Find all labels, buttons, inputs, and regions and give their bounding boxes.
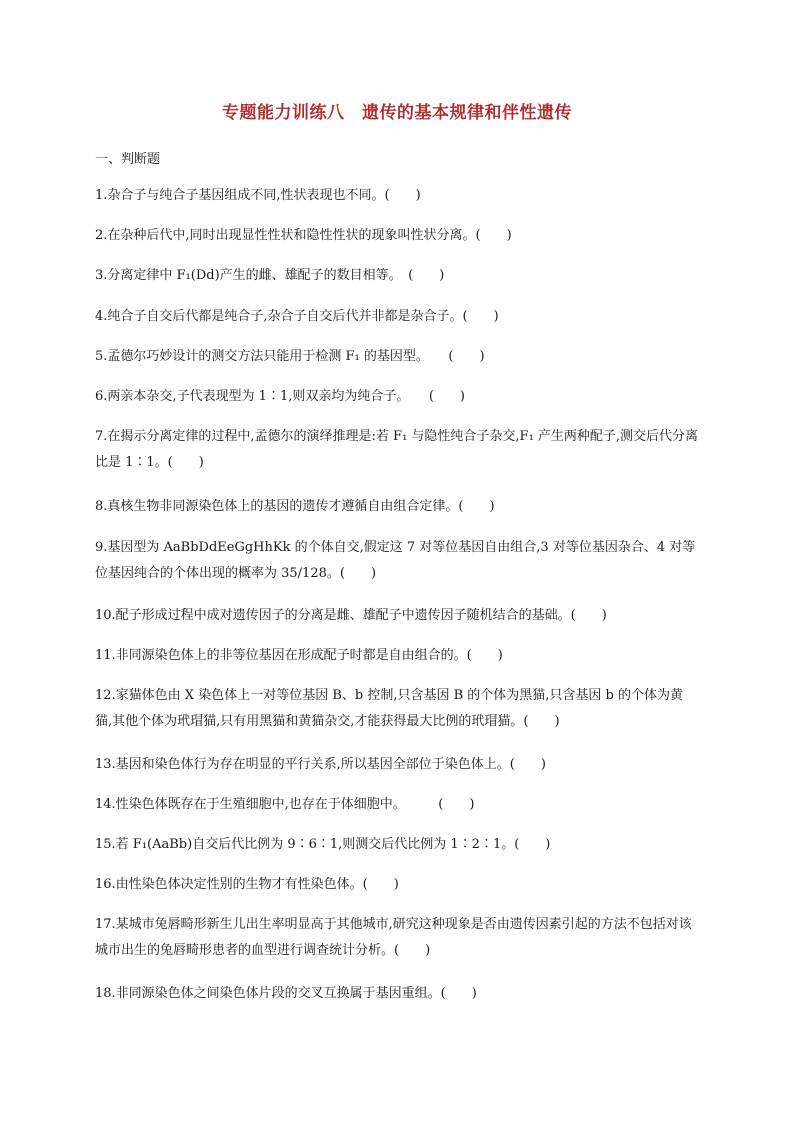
question-8: 8.真核生物非同源染色体上的基因的遗传才遵循自由组合定律。( ) — [95, 499, 495, 514]
question-14: 14.性染色体既存在于生殖细胞中,也存在于体细胞中。 ( ) — [95, 797, 475, 812]
question-15: 15.若 F₁(AaBb)自交后代比例为 9∶6∶1,则测交后代比例为 1∶2∶1。( ) — [95, 837, 551, 852]
section-heading: 一、判断题 — [95, 152, 161, 167]
question-11: 11.非同源染色体上的非等位基因在形成配子时都是自由组合的。( ) — [95, 648, 503, 663]
question-7: 7.在揭示分离定律的过程中,孟德尔的演绎推理是:若 F₁ 与隐性纯合子杂交,F₁ 产生两种配子,测交后代分离比是 1∶1。( ) — [95, 429, 699, 470]
question-12: 12.家猫体色由 X 染色体上一对等位基因 B、b 控制,只含基因 B 的个体为黑猫,只含基因 b 的个体为黄猫,其他个体为玳瑁猫,只有用黑猫和黄猫杂交,才能获得最大比例的玳瑁猫。( ) — [95, 688, 684, 729]
question-4: 4.纯合子自交后代都是纯合子,杂合子自交后代并非都是杂合子。( ) — [95, 309, 499, 324]
question-9: 9.基因型为 AaBbDdEeGgHhKk 的个体自交,假定这 7 对等位基因自由组合,3 对等位基因杂合、4 对等位基因纯合的个体出现的概率为 35/128。( ) — [95, 540, 696, 581]
question-5: 5.孟德尔巧妙设计的测交方法只能用于检测 F₁ 的基因型。 ( ) — [95, 349, 485, 364]
question-2: 2.在杂种后代中,同时出现显性性状和隐性性状的现象叫性状分离。( ) — [95, 228, 512, 243]
question-6: 6.两亲本杂交,子代表现型为 1∶1,则双亲均为纯合子。 ( ) — [95, 389, 465, 404]
question-13: 13.基因和染色体行为存在明显的平行关系,所以基因全部位于染色体上。( ) — [95, 757, 546, 772]
question-1: 1.杂合子与纯合子基因组成不同,性状表现也不同。( ) — [95, 188, 421, 203]
question-3: 3.分离定律中 F₁(Dd)产生的雌、雄配子的数目相等。 ( ) — [95, 268, 445, 283]
question-16: 16.由性染色体决定性别的生物才有性染色体。( ) — [95, 877, 399, 892]
question-10: 10.配子形成过程中成对遗传因子的分离是雌、雄配子中遗传因子随机结合的基础。( ) — [95, 608, 607, 623]
question-18: 18.非同源染色体之间染色体片段的交叉互换属于基因重组。( ) — [95, 986, 477, 1001]
question-17: 17.某城市兔唇畸形新生儿出生率明显高于其他城市,研究这种现象是否由遗传因素引起的方法不包括对该城市出生的兔唇畸形患者的血型进行调查统计分析。( ) — [95, 917, 692, 958]
page-title: 专题能力训练八 遗传的基本规律和伴性遗传 — [222, 103, 572, 123]
